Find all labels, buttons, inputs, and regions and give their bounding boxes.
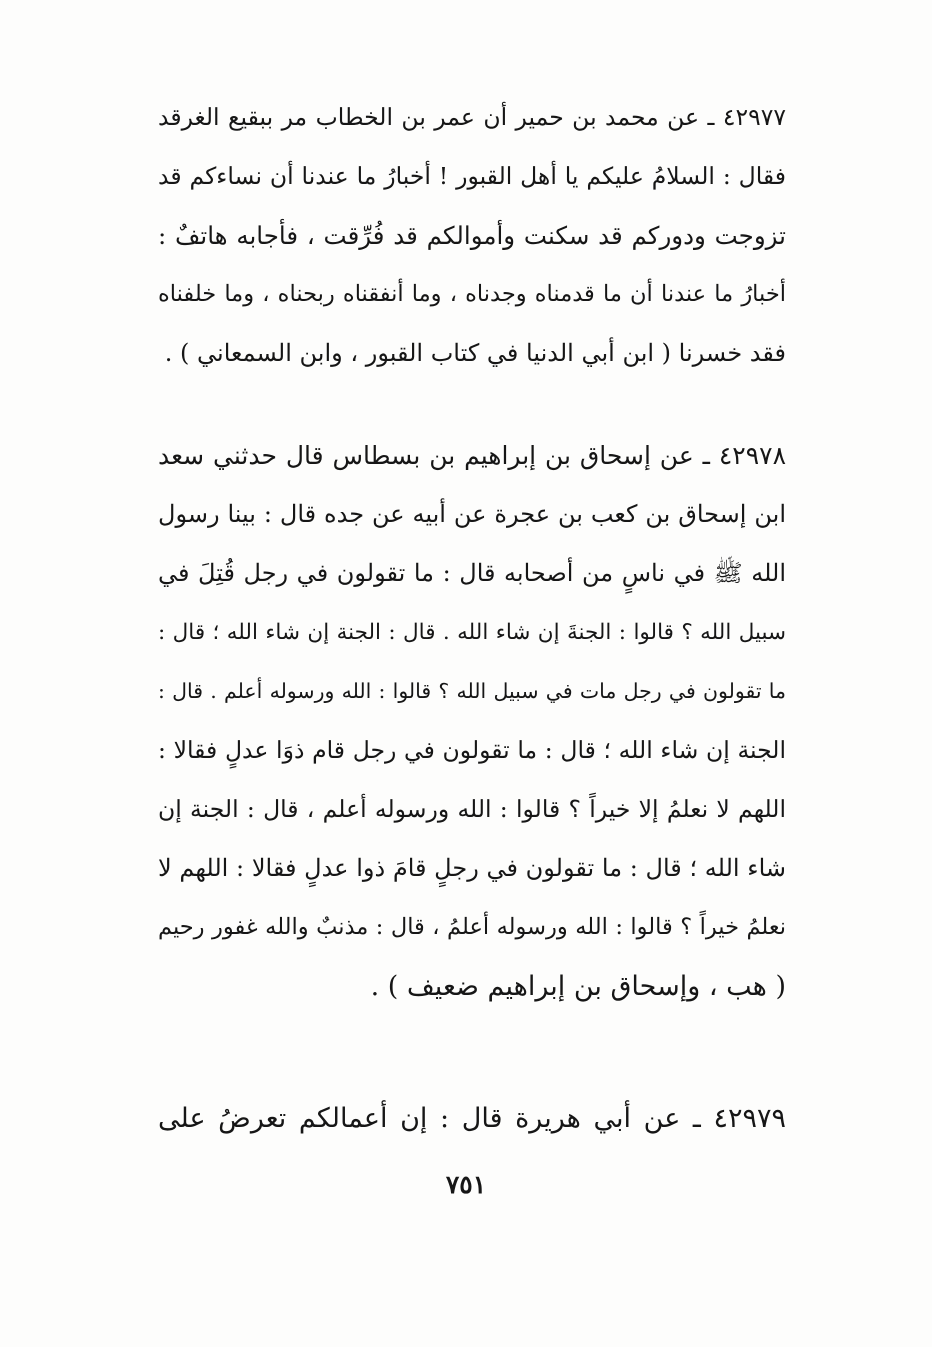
hadith-line: نعلمُ خيراً ؟ قالوا : الله ورسوله أعلمُ ، قال : مذنبٌ والله غفور رحيم: [158, 914, 786, 940]
hadith-line: ٤٢٩٧٧ ـ عن محمد بن حمير أن عمر بن الخطاب مر ببقيع الغرقد: [158, 103, 786, 131]
hadith-line: فقال : السلامُ عليكم يا أهل القبور ! أخبارُ ما عندنا أن نساءكم قد: [158, 162, 786, 190]
hadith-line: ما تقولون في رجل مات في سبيل الله ؟ قالوا : الله ورسوله أعلم . قال :: [158, 679, 786, 703]
hadith-line: الله ﷺ في ناسٍ من أصحابه قال : ما تقولون في رجل قُتِلَ في: [158, 559, 786, 587]
hadith-line: ٤٢٩٧٩ ـ عن أبي هريرة قال : إن أعمالكم تعرضُ على: [158, 1103, 786, 1134]
hadith-line: فقد خسرنا ( ابن أبي الدنيا في كتاب القبور ، وابن السمعاني ) .: [164, 339, 786, 367]
page-number: ٧٥١: [445, 1170, 487, 1199]
hadith-line: اللهم لا نعلمُ إلا خيراً ؟ قالوا : الله ورسوله أعلم ، قال : الجنة إن: [158, 795, 786, 823]
hadith-line: تزوجت ودوركم قد سكنت وأموالكم قد فُرِّقت ، فأجابه هاتفٌ :: [158, 221, 786, 250]
hadith-line: ٤٢٩٧٨ ـ عن إسحاق بن إبراهيم بن بسطاس قال حدثني سعد: [158, 441, 786, 470]
hadith-42977: [158, 88, 786, 383]
hadith-line: سبيل الله ؟ قالوا : الجنةَ إن شاء الله . قال : الجنة إن شاء الله ؛ قال :: [158, 620, 786, 645]
hadith-line: أخبارُ ما عندنا أن ما قدمناه وجدناه ، وما أنفقناه ربحناه ، وما خلفناه: [158, 281, 786, 307]
hadith-line: ( هب ، وإسحاق بن إبراهيم ضعيف ) .: [370, 971, 786, 1002]
hadith-42978: [158, 426, 786, 1016]
hadith-42979: [158, 1089, 786, 1148]
hadith-line: ابن إسحاق بن كعب بن عجرة عن أبيه عن جده قال : بينا رسول: [158, 500, 786, 528]
hadith-line: الجنة إن شاء الله ؛ قال : ما تقولون في رجل قام ذوَا عدلٍ فقالا :: [158, 736, 786, 764]
hadith-line: شاء الله ؛ قال : ما تقولون في رجلٍ قامَ ذوا عدلٍ فقالا : اللهم لا: [158, 854, 786, 882]
